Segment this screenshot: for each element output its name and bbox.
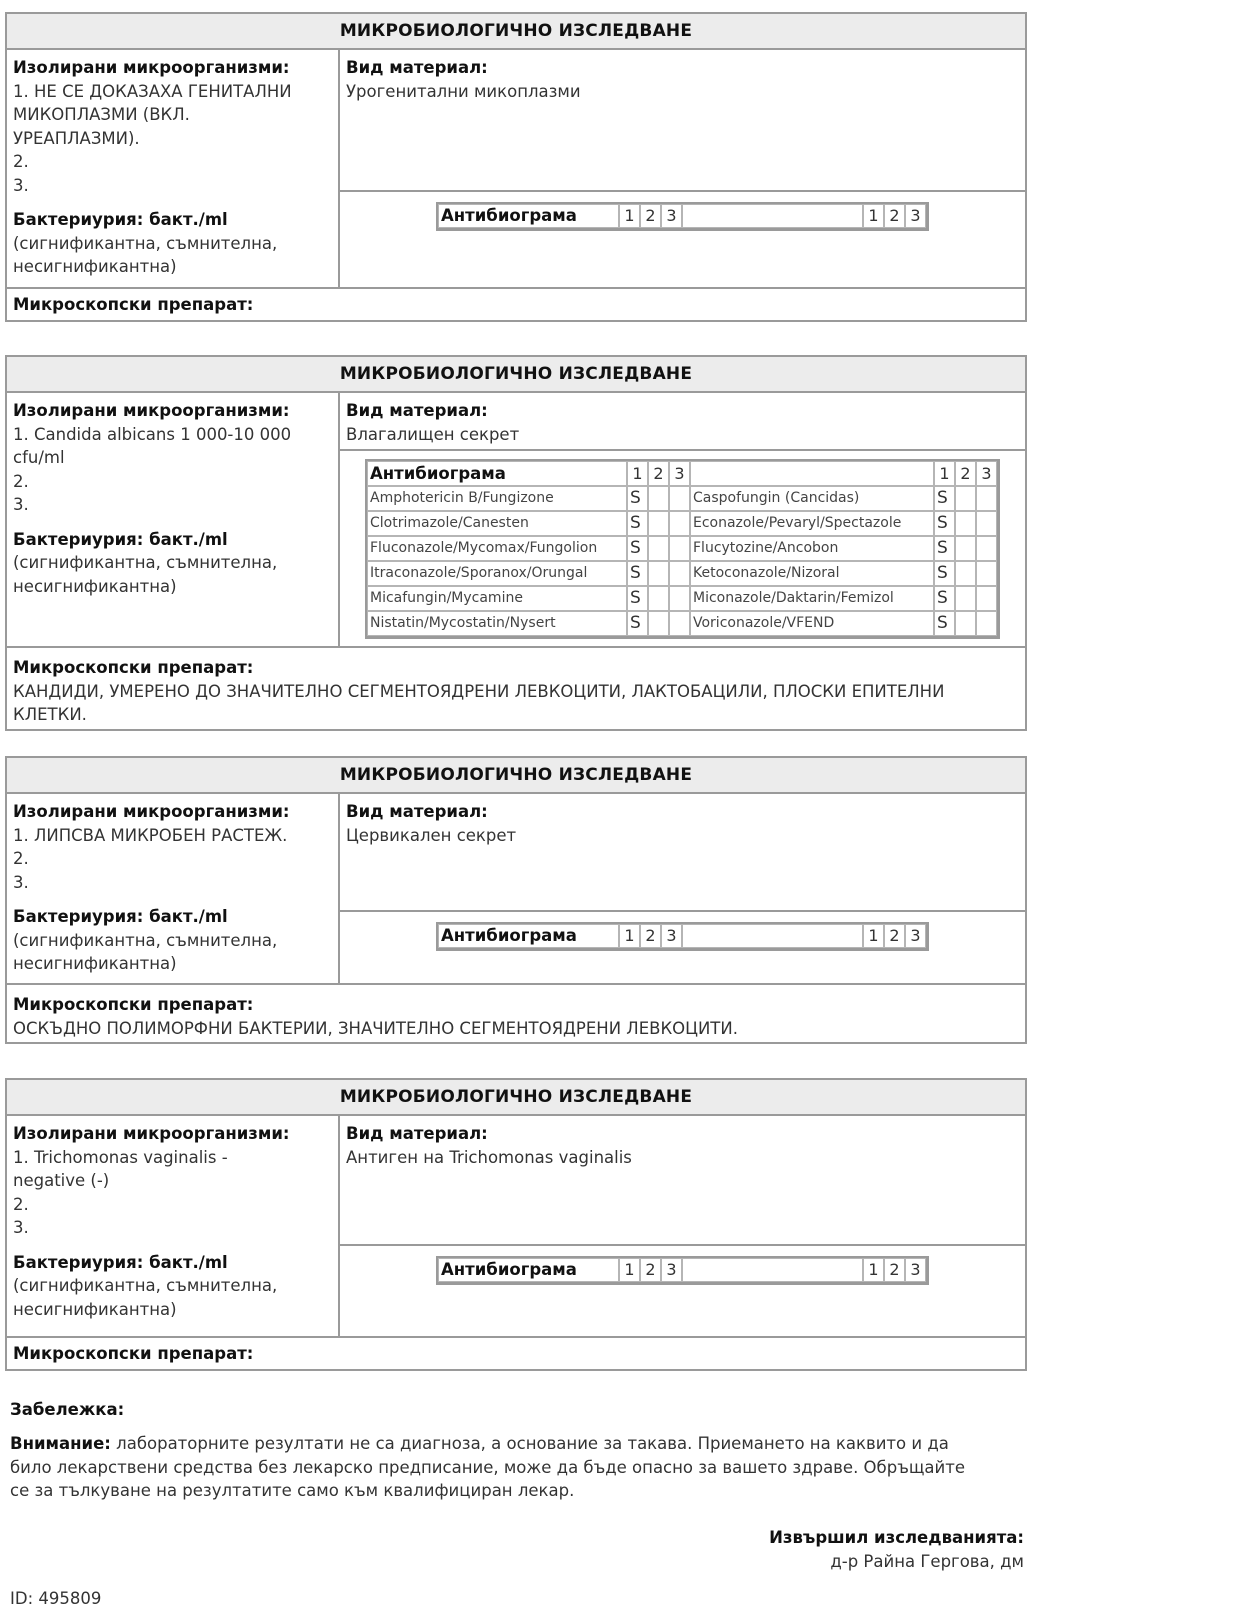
bacteriuria-note: (сигнификантна, съмнителна, (13, 930, 278, 950)
result-cell (976, 611, 997, 636)
antibiogram-section (340, 192, 1025, 287)
performed-by-label: Извършил изследванията: (769, 1528, 1024, 1547)
result-cell (976, 511, 997, 536)
result-cell: S (627, 611, 648, 636)
result-cell (976, 561, 997, 586)
isolated-item: 3. (13, 872, 29, 892)
column-header: 3 (661, 204, 682, 228)
column-header: 2 (884, 204, 905, 228)
exam-title: МИКРОБИОЛОГИЧНО ИЗСЛЕДВАНЕ (7, 1080, 1025, 1116)
result-cell (648, 561, 669, 586)
antibiogram-table (436, 202, 929, 231)
antibiogram-row (367, 511, 997, 536)
result-cell (955, 511, 976, 536)
drug-name: Nistatin/Mycostatin/Nysert (367, 611, 627, 636)
microscopy-label: Микроскопски препарат: (13, 995, 254, 1014)
isolated-item: 2. (13, 152, 29, 171)
antibiogram-table (436, 1256, 929, 1285)
bacteriuria-label: Бактериурия: бакт./ml (13, 907, 228, 926)
antibiogram-row (367, 561, 997, 586)
result-cell: S (627, 511, 648, 536)
result-cell (955, 611, 976, 636)
column-header: 1 (619, 1258, 640, 1282)
drug-name: Flucytozine/Ancobon (690, 536, 934, 561)
column-header: 1 (863, 924, 884, 948)
antibiogram-section (340, 912, 1025, 983)
isolated-item: 1. Trichomonas vaginalis - negative (-) (13, 1147, 228, 1190)
column-header: 1 (619, 204, 640, 228)
column-header: 3 (976, 461, 997, 486)
exam-title: МИКРОБИОЛОГИЧНО ИЗСЛЕДВАНЕ (7, 357, 1025, 393)
result-cell (669, 611, 690, 636)
exam-title: МИКРОБИОЛОГИЧНО ИЗСЛЕДВАНЕ (7, 758, 1025, 794)
note-label: Забележка: (10, 1400, 125, 1419)
isolated-item: 3. (13, 495, 29, 514)
result-cell: S (627, 486, 648, 511)
result-cell: S (627, 536, 648, 561)
bacteriuria-note: несигнификантна) (13, 1299, 177, 1319)
isolated-section (7, 794, 340, 983)
material-section (340, 393, 1025, 451)
column-header: 2 (640, 204, 661, 228)
antibiogram-empty-cell (682, 204, 863, 228)
isolated-label: Изолирани микроорганизми: (13, 802, 290, 821)
material-label: Вид материал: (346, 1124, 488, 1143)
drug-name: Fluconazole/Mycomax/Fungolion (367, 536, 627, 561)
drug-name: Miconazole/Daktarin/Femizol (690, 586, 934, 611)
column-header: 2 (640, 1258, 661, 1282)
microscopy-label: Микроскопски препарат: (13, 658, 254, 677)
column-header: 1 (863, 1258, 884, 1282)
result-cell: S (934, 586, 955, 611)
result-cell (955, 561, 976, 586)
report-id: ID: 495809 (10, 1589, 102, 1608)
drug-name: Voriconazole/VFEND (690, 611, 934, 636)
result-cell (669, 536, 690, 561)
result-cell (976, 536, 997, 561)
bacteriuria-label: Бактериурия: бакт./ml (13, 210, 228, 229)
column-header: 1 (934, 461, 955, 486)
antibiogram-table (436, 922, 929, 951)
material-value: Цервикален секрет (346, 825, 517, 845)
isolated-section (7, 1116, 340, 1336)
column-header: 2 (955, 461, 976, 486)
antibiogram-empty-cell (690, 461, 934, 486)
result-cell (648, 536, 669, 561)
exam-block-1 (5, 12, 1027, 322)
column-header: 2 (648, 461, 669, 486)
column-header: 3 (669, 461, 690, 486)
exam-title: МИКРОБИОЛОГИЧНО ИЗСЛЕДВАНЕ (7, 14, 1025, 50)
bacteriuria-note: (сигнификантна, съмнителна, (13, 553, 278, 572)
material-label: Вид материал: (346, 401, 488, 420)
column-header: 3 (905, 924, 926, 948)
antibiogram-row (367, 611, 997, 636)
column-header: 3 (661, 1258, 682, 1282)
column-header: 2 (884, 924, 905, 948)
warning-text: лабораторните резултати не са диагноза, а основание за такава. Приемането на каквито и да било лекарствени средства без лекарско предписание, може да бъде опасно за вашето здраве. Обръщайте се за тълкуване на резултатите само към квалифициран лекар. (10, 1434, 965, 1500)
result-cell: S (627, 586, 648, 611)
isolated-label: Изолирани микроорганизми: (13, 401, 290, 420)
material-label: Вид материал: (346, 802, 488, 821)
bacteriuria-note: несигнификантна) (13, 954, 177, 973)
isolated-section (7, 50, 340, 287)
exam-block-2 (5, 355, 1027, 731)
bacteriuria-label: Бактериурия: бакт./ml (13, 529, 228, 549)
result-cell (976, 586, 997, 611)
microscopy-section (7, 289, 1025, 320)
isolated-item: 3. (13, 1218, 29, 1237)
bacteriuria-note: (сигнификантна, съмнителна, (13, 233, 278, 253)
material-value: Антиген на Trichomonas vaginalis (346, 1147, 632, 1167)
drug-name: Caspofungin (Cancidas) (690, 486, 934, 511)
drug-name: Micafungin/Mycamine (367, 586, 627, 611)
column-header: 1 (619, 924, 640, 948)
performed-by-name: д-р Райна Гергова, дм (830, 1552, 1024, 1571)
warning-label: Внимание: (10, 1434, 111, 1453)
antibiogram-empty-cell (682, 1258, 863, 1282)
drug-name: Clotrimazole/Canesten (367, 511, 627, 536)
microscopy-label: Микроскопски препарат: (13, 1344, 254, 1363)
bacteriuria-label: Бактериурия: бакт./ml (13, 1252, 228, 1272)
microscopy-value: КАНДИДИ, УМЕРЕНО ДО ЗНАЧИТЕЛНО СЕГМЕНТОЯДРЕНИ ЛЕВКОЦИТИ, ЛАКТОБАЦИЛИ, ПЛОСКИ ЕПИТЕЛНИ КЛЕТКИ. (13, 681, 945, 724)
result-cell (976, 486, 997, 511)
microscopy-section (7, 1338, 1025, 1369)
bacteriuria-note: несигнификантна) (13, 576, 177, 596)
exam-block-3 (5, 756, 1027, 1044)
column-header: 2 (640, 924, 661, 948)
microscopy-value: ОСКЪДНО ПОЛИМОРФНИ БАКТЕРИИ, ЗНАЧИТЕЛНО СЕГМЕНТОЯДРЕНИ ЛЕВКОЦИТИ. (13, 1018, 738, 1038)
antibiogram-row (367, 486, 997, 511)
column-header: 3 (661, 924, 682, 948)
material-section (340, 1116, 1025, 1246)
antibiogram-row (367, 586, 997, 611)
isolated-item: 1. НЕ СЕ ДОКАЗАХА ГЕНИТАЛНИ МИКОПЛАЗМИ (ВКЛ. УРЕАПЛАЗМИ). (13, 81, 292, 148)
antibiogram-header: Антибиограма (367, 461, 627, 486)
result-cell: S (934, 561, 955, 586)
signer-block (769, 1526, 1024, 1574)
drug-name: Ketoconazole/Nizoral (690, 561, 934, 586)
bacteriuria-note: несигнификантна) (13, 257, 177, 276)
result-cell: S (627, 561, 648, 586)
antibiogram-empty-cell (682, 924, 863, 948)
isolated-item: 2. (13, 849, 29, 868)
microscopy-label: Микроскопски препарат: (13, 295, 254, 314)
drug-name: Amphotericin B/Fungizone (367, 486, 627, 511)
exam-block-4 (5, 1078, 1027, 1371)
isolated-item: 3. (13, 175, 29, 195)
column-header: 3 (905, 204, 926, 228)
result-cell (648, 486, 669, 511)
result-cell (955, 586, 976, 611)
result-cell (955, 536, 976, 561)
material-section (340, 794, 1025, 912)
isolated-item: 2. (13, 471, 29, 491)
isolated-label: Изолирани микроорганизми: (13, 1124, 290, 1143)
result-cell (669, 561, 690, 586)
result-cell (669, 586, 690, 611)
antibiogram-row (367, 536, 997, 561)
result-cell: S (934, 511, 955, 536)
column-header: 3 (905, 1258, 926, 1282)
result-cell (669, 486, 690, 511)
isolated-label: Изолирани микроорганизми: (13, 58, 290, 77)
result-cell (955, 486, 976, 511)
antibiogram-header: Антибиограма (438, 204, 619, 228)
antibiogram-table (365, 459, 1000, 639)
column-header: 2 (884, 1258, 905, 1282)
antibiogram-header: Антибиограма (438, 924, 619, 948)
result-cell: S (934, 611, 955, 636)
column-header: 1 (863, 204, 884, 228)
isolated-item: 1. Candida albicans 1 000-10 000 cfu/ml (13, 424, 292, 467)
result-cell (669, 511, 690, 536)
result-cell (648, 611, 669, 636)
result-cell (648, 511, 669, 536)
microscopy-section (7, 648, 1025, 729)
isolated-section (7, 393, 340, 646)
result-cell: S (934, 486, 955, 511)
warning-paragraph (10, 1432, 970, 1503)
antibiogram-header: Антибиограма (438, 1258, 619, 1282)
isolated-item: 2. (13, 1194, 29, 1214)
bacteriuria-note: (сигнификантна, съмнителна, (13, 1276, 278, 1295)
result-cell (648, 586, 669, 611)
result-cell: S (934, 536, 955, 561)
material-label: Вид материал: (346, 58, 488, 77)
material-value: Урогенитални микоплазми (346, 81, 581, 101)
drug-name: Itraconazole/Sporanox/Orungal (367, 561, 627, 586)
isolated-item: 1. ЛИПСВА МИКРОБЕН РАСТЕЖ. (13, 825, 288, 845)
material-section (340, 50, 1025, 192)
column-header: 1 (627, 461, 648, 486)
microscopy-section (7, 985, 1025, 1042)
drug-name: Econazole/Pevaryl/Spectazole (690, 511, 934, 536)
material-value: Влагалищен секрет (346, 424, 520, 444)
antibiogram-section (340, 1246, 1025, 1336)
antibiogram-section (340, 451, 1025, 646)
